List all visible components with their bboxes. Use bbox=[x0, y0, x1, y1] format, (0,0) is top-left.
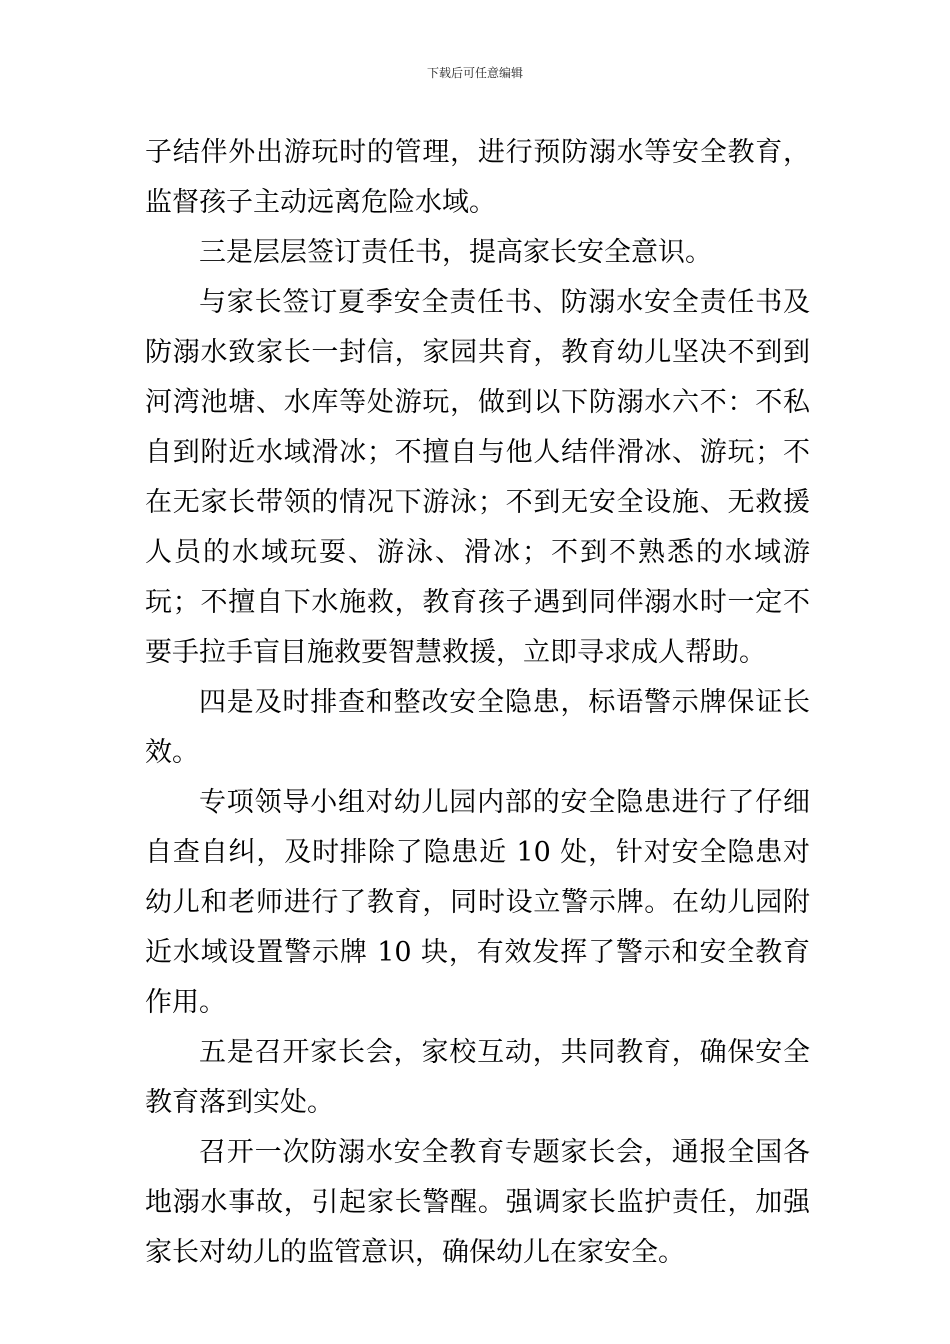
document-body bbox=[145, 128, 810, 1278]
section-heading-five: 五是召开家长会，家校互动，共同教育，确保安全教育落到实处。 bbox=[145, 1037, 810, 1118]
paragraph-parent-agreement: 与家长签订夏季安全责任书、防溺水安全责任书及防溺水致家长一封信，家园共育，教育幼儿坚决不到到河湾池塘、水库等处游玩，做到以下防溺水六不：不私自到附近水域滑冰；不擅自与他人结伴滑冰、游玩；不在无家长带领的情况下游泳；不到无安全设施、无救援人员的水域玩耍、游泳、滑冰；不到不熟悉的水域游玩；不擅自下水施救，教育孩子遇到同伴溺水时一定不要手拉手盲目施救要智慧救援，立即寻求成人帮助。 bbox=[145, 287, 810, 668]
paragraph-hazard-inspection: 专项领导小组对幼儿园内部的安全隐患进行了仔细自查自纠，及时排除了隐患近 10 处，针对安全隐患对幼儿和老师进行了教育，同时设立警示牌。在幼儿园附近水域设置警示牌 10 块，有效发挥了警示和安全教育作用。 bbox=[145, 787, 810, 1018]
paragraph-continued: 子结伴外出游玩时的管理，进行预防溺水等安全教育，监督孩子主动远离危险水域。 bbox=[145, 137, 810, 218]
section-heading-four: 四是及时排查和整改安全隐患，标语警示牌保证长效。 bbox=[145, 687, 810, 768]
paragraph-parent-meeting: 召开一次防溺水安全教育专题家长会，通报全国各地溺水事故，引起家长警醒。强调家长监护责任，加强家长对幼儿的监管意识，确保幼儿在家安全。 bbox=[145, 1137, 810, 1268]
section-heading-three: 三是层层签订责任书，提高家长安全意识。 bbox=[199, 237, 712, 268]
page-header: 下载后可任意编辑 bbox=[426, 66, 523, 80]
